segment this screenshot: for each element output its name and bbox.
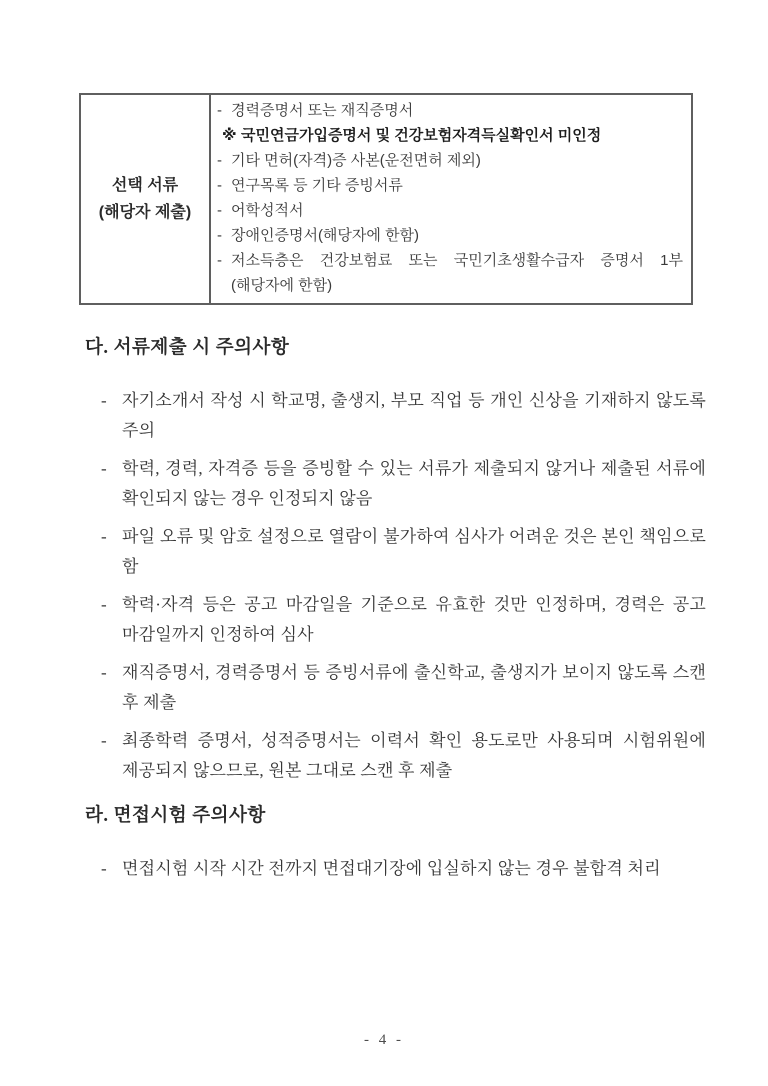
notice-bullet: - 학력, 경력, 자격증 등을 증빙할 수 있는 서류가 제출되지 않거나 제출된 서류에 확인되지 않는 경우 인정되지 않음 [85, 454, 706, 514]
table-row [80, 94, 692, 304]
dash-marker: - [101, 527, 107, 546]
table-item: - 연구목록 등 기타 증빙서류 [217, 173, 683, 198]
dash-marker: - [217, 177, 222, 194]
row-header-line2: (해당자 제출) [98, 204, 192, 221]
table-item: - 장애인증명서(해당자에 한함) [217, 223, 683, 248]
dash-marker: - [217, 252, 222, 269]
section-document-submission-notes [85, 336, 706, 794]
reference-mark-icon: ※ [222, 127, 237, 144]
dash-marker: - [217, 152, 222, 169]
row-header-line1: 선택 서류 [111, 177, 179, 194]
notice-bullet: - 최종학력 증명서, 성적증명서는 이력서 확인 용도로만 사용되며 시험위원에 제공되지 않으므로, 원본 그대로 스캔 후 제출 [85, 726, 706, 786]
table-item: - 저소득층은 건강보험료 또는 국민기초생활수급자 증명서 1부 (해당자에 한함) [217, 248, 683, 298]
table-item: - 기타 면허(자격)증 사본(운전면허 제외) [217, 148, 683, 173]
dash-marker: - [101, 859, 107, 878]
dash-marker: - [217, 202, 222, 219]
section-heading: 라. 면접시험 주의사항 [85, 806, 266, 826]
notice-bullet: - 면접시험 시작 시간 전까지 면접대기장에 입실하지 않는 경우 불합격 처리 [85, 854, 706, 884]
dash-marker: - [101, 459, 107, 478]
notice-bullet: - 학력·자격 등은 공고 마감일을 기준으로 유효한 것만 인정하며, 경력은 공고 마감일까지 인정하여 심사 [85, 590, 706, 650]
section-heading: 다. 서류제출 시 주의사항 [85, 338, 290, 358]
dash-marker: - [101, 663, 107, 682]
table-item: - 경력증명서 또는 재직증명서 [217, 98, 683, 123]
notice-bullet: - 재직증명서, 경력증명서 등 증빙서류에 출신학교, 출생지가 보이지 않도록 스캔 후 제출 [85, 658, 706, 718]
section-interview-notes [85, 804, 706, 892]
table-item-note: ※ 국민연금가입증명서 및 건강보험자격득실확인서 미인정 [217, 123, 683, 148]
notice-bullet: - 파일 오류 및 암호 설정으로 열람이 불가하여 심사가 어려운 것은 본인 책임으로 함 [85, 522, 706, 582]
dash-marker: - [217, 227, 222, 244]
dash-marker: - [101, 391, 107, 410]
notice-bullet: - 자기소개서 작성 시 학교명, 출생지, 부모 직업 등 개인 신상을 기재하지 않도록 주의 [85, 386, 706, 446]
table-item: - 어학성적서 [217, 198, 683, 223]
table-row-header-cell [80, 94, 210, 304]
required-documents-table [79, 93, 693, 305]
dash-marker: - [101, 731, 107, 750]
table-row-body-cell [210, 94, 692, 304]
dash-marker: - [217, 102, 222, 119]
page-number: - 4 - [364, 1032, 404, 1048]
dash-marker: - [101, 595, 107, 614]
